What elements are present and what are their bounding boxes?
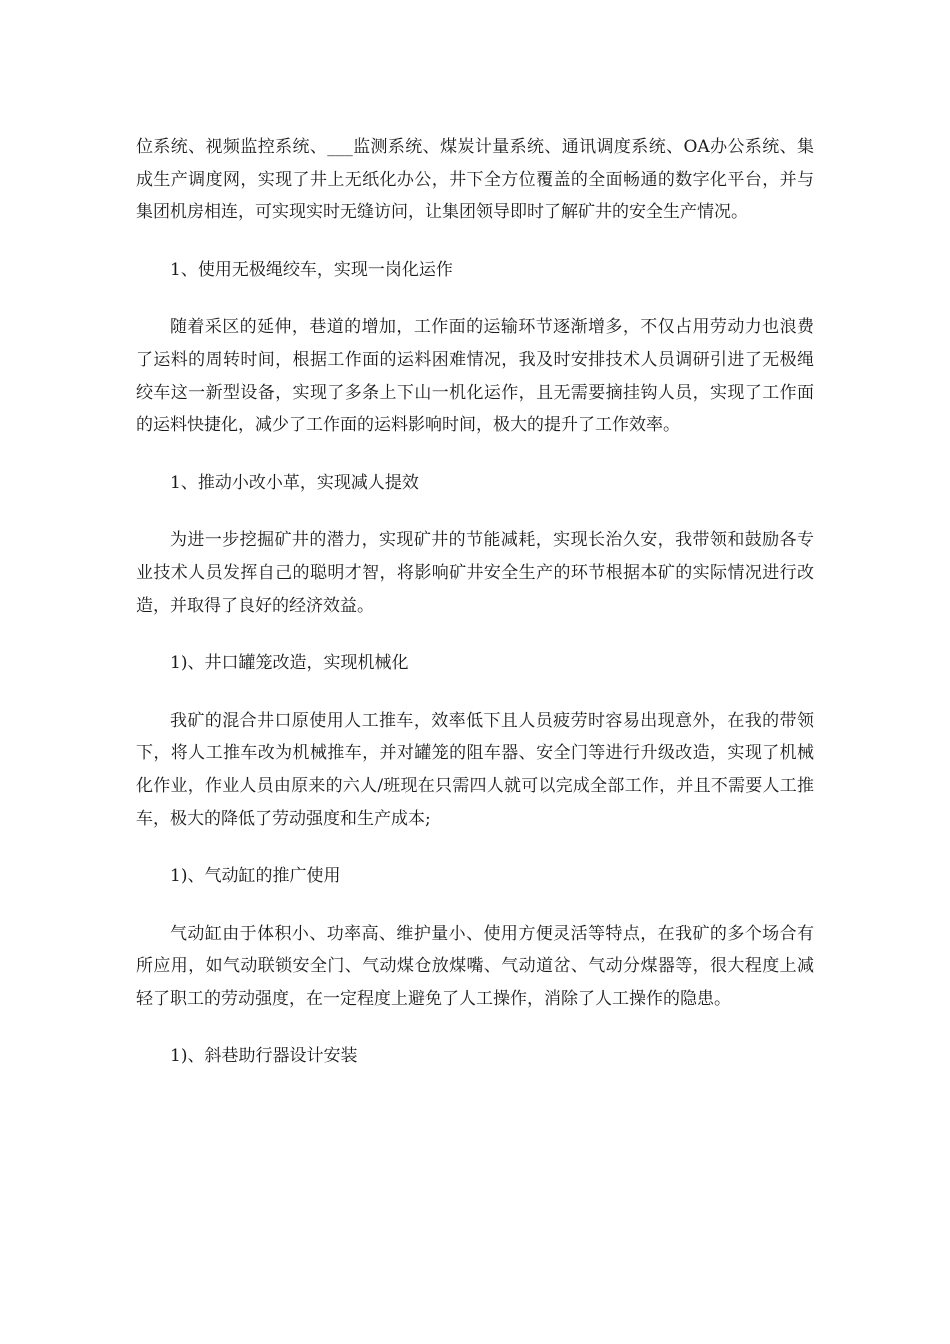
- heading-incline-walker: 1)、斜巷助行器设计安装: [170, 1046, 358, 1067]
- paragraph-system-overview: 位系统、视频监控系统、___监测系统、煤炭计量系统、通讯调度系统、OA办公系统、集成生产调度网，实现了井上无纸化办公，井下全方位覆盖的全面畅通的数字化平台，并与集团机房相连，可实现实时无缝访问，让集团领导即时了解矿井的安全生产情况。: [136, 137, 814, 223]
- paragraph-small-reforms: 为进一步挖掘矿井的潜力，实现矿井的节能减耗，实现长治久安，我带领和鼓励各专业技术人员发挥自己的聪明才智，将影响矿井安全生产的环节根据本矿的实际情况进行改造，并取得了良好的经济效益。: [136, 530, 814, 616]
- heading-small-reforms: 1、推动小改小革，实现减人提效: [170, 472, 419, 493]
- document-body: [136, 131, 814, 1073]
- paragraph-rope-winch: 随着采区的延伸，巷道的增加，工作面的运输环节逐渐增多，不仅占用劳动力也浪费了运料的周转时间，根据工作面的运料困难情况，我及时安排技术人员调研引进了无极绳绞车这一新型设备，实现了多条上下山一机化运作，且无需要摘挂钩人员，实现了工作面的运料快捷化，减少了工作面的运料影响时间，极大的提升了工作效率。: [136, 317, 814, 436]
- paragraph-cage-renovation: 我矿的混合井口原使用人工推车，效率低下且人员疲劳时容易出现意外，在我的带领下，将人工推车改为机械推车，并对罐笼的阻车器、安全门等进行升级改造，实现了机械化作业，作业人员由原来的六人/班现在只需四人就可以完成全部工作，并且不需要人工推车，极大的降低了劳动强度和生产成本;: [136, 710, 814, 829]
- paragraph-pneumatic-cylinder: 气动缸由于体积小、功率高、维护量小、使用方便灵活等特点，在我矿的多个场合有所应用，如气动联锁安全门、气动煤仓放煤嘴、气动道岔、气动分煤器等，很大程度上减轻了职工的劳动强度，在一定程度上避免了人工操作，消除了人工操作的隐患。: [136, 923, 814, 1009]
- heading-rope-winch: 1、使用无极绳绞车，实现一岗化运作: [170, 259, 453, 280]
- heading-cage-renovation: 1)、井口罐笼改造，实现机械化: [170, 653, 409, 674]
- heading-pneumatic-cylinder: 1)、气动缸的推广使用: [170, 866, 341, 887]
